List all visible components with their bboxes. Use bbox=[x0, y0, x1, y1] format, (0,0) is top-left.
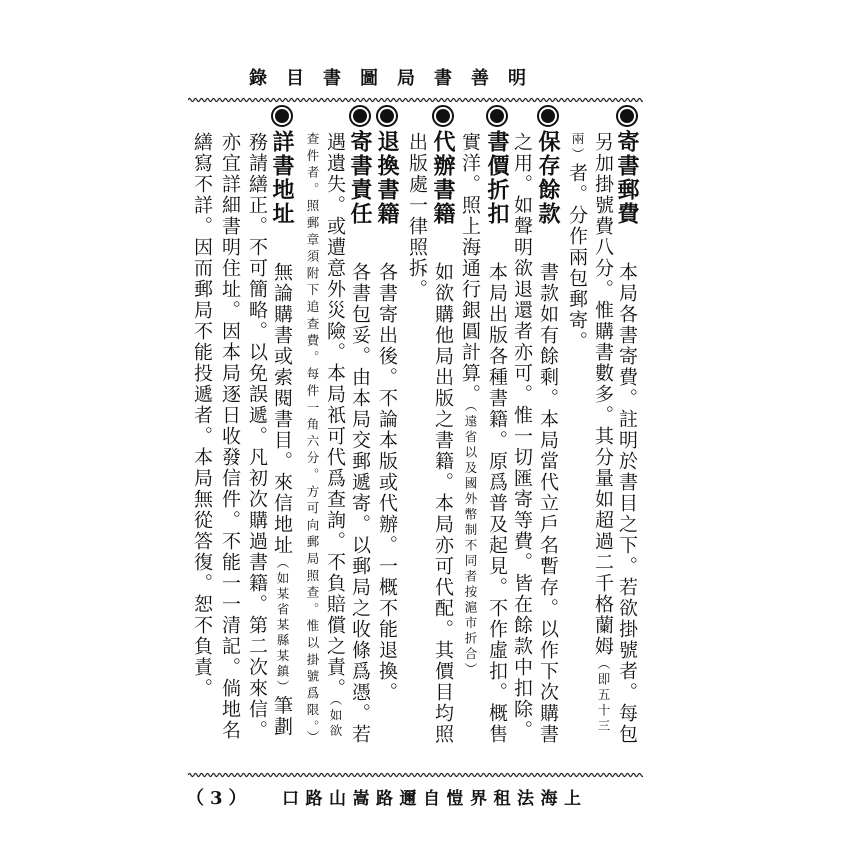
text-column bbox=[564, 132, 590, 757]
body-text: 另加掛號費八分。惟購書數多。其分量如超過二千格蘭姆 bbox=[592, 132, 614, 657]
page-header-title: 明善書局圖書目錄 bbox=[249, 68, 545, 89]
body-text: 本局出版各種書籍。原爲普及起見。不作虛扣。概售 bbox=[486, 262, 508, 745]
text-column bbox=[322, 132, 348, 757]
body-text: 亦宜詳細書明住址。因本局逐日收發信件。不能一一清記。倘地名 bbox=[219, 132, 241, 741]
text-column bbox=[299, 132, 325, 757]
section-bullet-icon bbox=[486, 105, 508, 127]
body-text: 繕寫不詳。因而郵局不能投遞者。本局無從答復。恕不負責。 bbox=[191, 132, 213, 699]
body-text: 無論購書或索閱書目。來信地址 bbox=[271, 262, 293, 556]
body-text: 如欲購他局出版之書籍。本局亦可代配。其價目均照 bbox=[432, 262, 454, 745]
section-column bbox=[484, 130, 510, 755]
section-bullet-icon bbox=[376, 105, 398, 127]
bottom-wavy-divider bbox=[188, 771, 643, 779]
section-bullet-icon bbox=[432, 105, 454, 127]
body-text: 者。分作兩包郵寄。 bbox=[566, 163, 588, 352]
top-wavy-divider bbox=[188, 96, 643, 104]
section-heading: 退換書籍 bbox=[374, 130, 400, 226]
section-heading: 保存餘款 bbox=[535, 130, 561, 226]
body-text: 各書寄出後。不論本版或代辦。一概不能退換。 bbox=[376, 262, 398, 703]
body-text: 出版處一律照拆。 bbox=[406, 132, 428, 300]
text-column bbox=[404, 132, 430, 757]
body-text: 實洋。照上海通行銀圓計算。 bbox=[459, 132, 481, 405]
section-bullet-icon bbox=[616, 105, 638, 127]
annotation-text: （即五十三 bbox=[596, 657, 611, 735]
section-column bbox=[374, 130, 400, 755]
text-column bbox=[509, 132, 535, 757]
body-text: 之用。如聲明欲退還者亦可。惟一切匯寄等費。皆在餘款中扣除。 bbox=[511, 132, 533, 741]
body-text: 務請繕正。不可簡略。以免誤遞。凡初次購過書籍。第二次來信。 bbox=[246, 132, 268, 741]
section-heading: 寄書郵費 bbox=[614, 130, 640, 226]
section-heading: 書價折扣 bbox=[484, 130, 510, 226]
section-column bbox=[269, 130, 295, 755]
body-text: 筆劃 bbox=[271, 695, 293, 738]
section-bullet-icon bbox=[271, 105, 293, 127]
section-column bbox=[430, 130, 456, 755]
section-heading: 代辦書籍 bbox=[430, 130, 456, 226]
body-text: 本局各書寄費。註明於書目之下。若欲掛號者。每包 bbox=[616, 262, 638, 745]
body-text: 各書包妥。由本局交郵遞寄。以郵局之收條爲憑。若 bbox=[349, 262, 371, 745]
section-heading: 寄書責任 bbox=[347, 130, 373, 226]
publisher-address: 上海法租界愷自邇路嵩山路口 bbox=[282, 789, 588, 809]
text-column bbox=[217, 132, 243, 757]
body-text: 書款如有餘剩。本局當代立戶名暫存。以作下次購書 bbox=[537, 262, 559, 745]
annotation-text: （遠省以及國外幣制不同者按滬市折合） bbox=[463, 405, 478, 678]
section-column bbox=[535, 130, 561, 755]
section-bullet-icon bbox=[537, 105, 559, 127]
annotation-text: （如某省某縣某鎮） bbox=[275, 556, 290, 696]
body-text: 遇遺失。或遭意外災險。本局祇可代爲查詢。不負賠償之責。 bbox=[324, 132, 346, 699]
section-heading: 詳書地址 bbox=[269, 130, 295, 226]
text-column bbox=[457, 132, 483, 757]
annotation-text: 兩） bbox=[570, 132, 585, 163]
text-column bbox=[189, 132, 215, 757]
annotation-text: （如欲 bbox=[328, 699, 343, 740]
section-column bbox=[347, 130, 373, 755]
text-column bbox=[244, 132, 270, 757]
section-bullet-icon bbox=[349, 105, 371, 127]
text-column bbox=[590, 132, 616, 757]
page-number: （3） bbox=[186, 788, 253, 809]
section-column bbox=[614, 130, 640, 755]
body-text: 查件者。照郵章須附下追查費。每件一角六分。方可向郵局照查。惟以掛號爲限。） bbox=[305, 132, 320, 748]
